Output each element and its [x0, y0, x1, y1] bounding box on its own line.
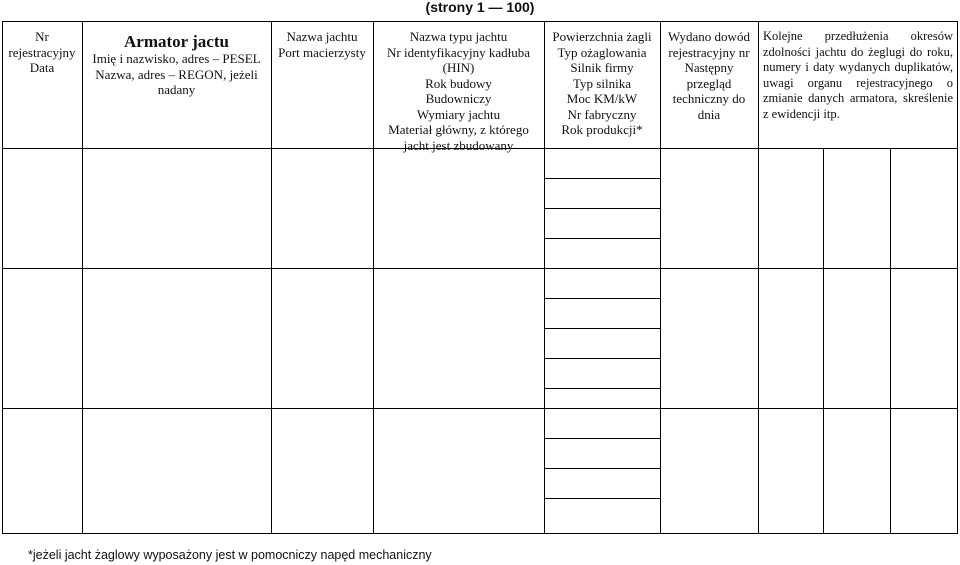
subgrid-line — [544, 438, 660, 439]
column-divider — [271, 21, 272, 534]
row-divider — [2, 408, 958, 409]
header-line: Typ silnika — [573, 75, 631, 91]
row-divider — [2, 268, 958, 269]
header-line: techniczny do — [672, 91, 746, 106]
header-yacht-name — [271, 29, 373, 60]
header-registration-number — [2, 29, 82, 76]
subgrid-line — [544, 208, 660, 209]
header-line: Nazwa, adres – REGON, jeżeli — [95, 66, 258, 82]
column-divider — [890, 148, 891, 534]
header-line: Wydano dowód — [668, 29, 750, 44]
header-line: (HIN) — [442, 60, 475, 75]
header-line: Data — [29, 60, 55, 75]
header-line: Rok budowy — [425, 75, 492, 91]
header-line: Silnik firmy — [570, 60, 634, 75]
header-line: Nazwa typu jachtu — [409, 29, 508, 44]
subgrid-line — [544, 388, 660, 389]
header-line: rejestracyjny nr — [668, 44, 750, 60]
header-line: Nr fabryczny — [567, 106, 637, 122]
header-line: Materiał główny, z którego — [388, 122, 529, 137]
subgrid-line — [544, 238, 660, 239]
header-registration-certificate — [660, 29, 758, 122]
header-line: Nazwa jachtu — [286, 29, 358, 44]
header-line: Nr — [35, 29, 49, 44]
subgrid-line — [544, 498, 660, 499]
column-divider — [82, 21, 83, 534]
header-line: Nr identyfikacyjny kadłuba — [387, 44, 530, 60]
header-line: nadany — [157, 82, 196, 97]
subgrid-line — [544, 328, 660, 329]
header-line: dnia — [697, 106, 721, 122]
header-line: Imię i nazwisko, adres – PESEL — [92, 51, 261, 66]
header-line: Port macierzysty — [278, 44, 366, 60]
subgrid-line — [544, 298, 660, 299]
header-line: przegląd — [686, 75, 732, 91]
header-line: Budowniczy — [425, 91, 492, 106]
header-line: Wymiary jachtu — [416, 106, 501, 122]
header-line: Typ ożaglowania — [557, 44, 647, 60]
column-divider — [823, 148, 824, 534]
header-line: Powierzchnia żagli — [552, 29, 652, 44]
header-line: Moc KM/kW — [566, 91, 638, 106]
header-line: jacht jest zbudowany — [403, 137, 514, 153]
header-sails-engine — [544, 29, 660, 138]
header-title: Armator jactu — [124, 32, 229, 51]
subgrid-line — [544, 358, 660, 359]
header-owner — [82, 32, 271, 98]
header-yacht-type — [373, 29, 544, 153]
footnote: *jeżeli jacht żaglowy wyposażony jest w pomocniczy napęd mechaniczny — [28, 548, 432, 562]
header-line: Rok produkcji* — [561, 122, 643, 137]
subgrid-line — [544, 468, 660, 469]
header-line: Następny — [684, 60, 734, 75]
header-extensions-notes: Kolejne przedłużenia okresów zdolności jachtu do żeglugi do roku, numery i daty wydanych duplikatów, uwagi organu rejestracyjnego o zmianie danych armatora, skreślenie z ewidencji itp. — [763, 29, 953, 121]
column-divider — [758, 21, 759, 534]
subgrid-line — [544, 178, 660, 179]
header-line: rejestracyjny — [8, 44, 76, 60]
page-range-note: (strony 1 — 100) — [425, 0, 535, 15]
